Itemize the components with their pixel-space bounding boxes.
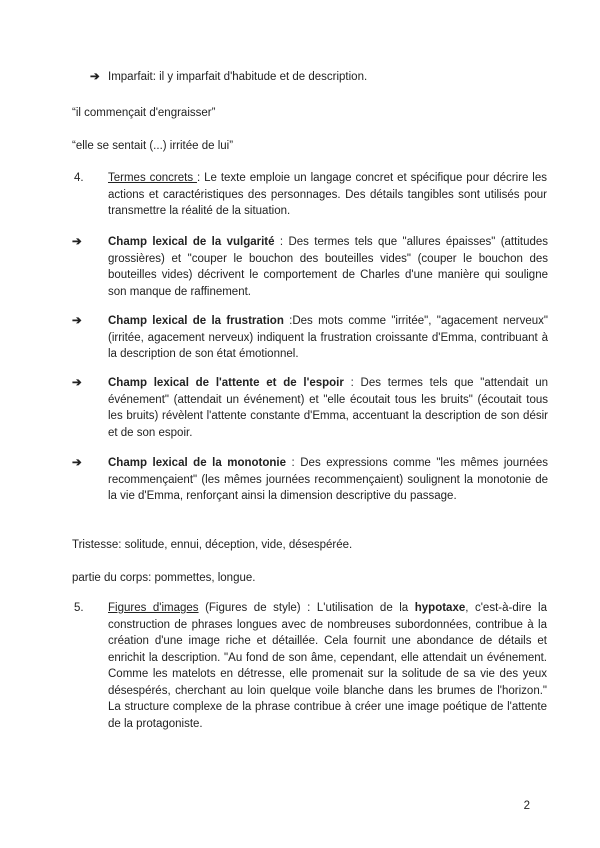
quote-irritee: “elle se sentait (...) irritée de lui”: [72, 140, 234, 152]
corps-line: partie du corps: pommettes, longue.: [72, 572, 256, 584]
lexical-field-vulgarite: [72, 234, 549, 300]
imparfait-line: [90, 69, 530, 86]
section-4-title: Termes concrets: [108, 172, 198, 184]
lexical-field-attente: [72, 375, 548, 441]
section-5-number: 5.: [74, 602, 84, 614]
section-5-text: , c'est-à-dire la construction de phrases longues avec de nombreuses subordonnées, contribue à la création d'une image riche et détaillée. Cela fournit une abondance de détails et enrichit la description. "Au fond de son âme, cependant, elle attendait un événement. Comme les matelots en détresse, elle promenait sur la solitude de sa vie des yeux désespérés, cherchant au loin quelque voile blanche dans les brumes de l'horizon." La structure complexe de la phrase contribue à créer une image poétique de l'attente de la protagoniste.: [108, 602, 547, 730]
section-5-bold: hypotaxe: [414, 602, 466, 614]
section-4-number: 4.: [74, 172, 84, 184]
section-5: [74, 600, 547, 732]
section-4-text: : Le texte emploie un langage concret et spécifique pour décrire les actions et caractéristiques des personnages. Des détails tangibles sont utilisés pour transmettre la réalité de la situation.: [108, 172, 548, 217]
lexical-field-frustration: [72, 313, 549, 363]
arrow-icon: ➔: [72, 315, 82, 327]
section-5-title: Figures d'images: [108, 602, 199, 614]
lexical-field-text: : Des expressions comme "les mêmes journées recommençaient" (les mêmes journées recommençaient) soulignent la monotonie de la vie d'Emma, renforçant ainsi la dimension descriptive du passage.: [108, 457, 548, 502]
arrow-icon: ➔: [72, 457, 82, 469]
lexical-field-title: Champ lexical de l'attente et de l'espoir: [108, 377, 344, 389]
section-4: [74, 170, 548, 220]
lexical-field-monotonie: [72, 455, 548, 505]
arrow-icon: ➔: [90, 71, 100, 83]
lexical-field-text: : Des termes tels que "allures épaisses" (attitudes grossières) et "couper le bouchon des bouteilles vides" (couper le bouchon des bouteilles vides) décrivent le comportement de Charles d'une manière qui souligne son manque de raffinement.: [108, 236, 549, 298]
lexical-field-text: :Des mots comme "irritée", "agacement nerveux" (irritée, agacement nerveux) indiquent la frustration croissante d'Emma, contribuant à la description de son état émotionnel.: [108, 315, 549, 360]
lexical-field-title: Champ lexical de la frustration: [108, 315, 284, 327]
arrow-icon: ➔: [72, 236, 82, 248]
page-number: 2: [523, 800, 530, 812]
arrow-icon: ➔: [72, 377, 82, 389]
lexical-field-text: : Des termes tels que "attendait un événement" (attendait un événement) et "elle écoutait tous les bruits" (écoutait tous les bruits) révèlent l'attente constante d'Emma, accentuant la description de son désir et de son espoir.: [108, 377, 548, 439]
tristesse-line: Tristesse: solitude, ennui, déception, vide, désespérée.: [72, 539, 353, 551]
lexical-field-title: Champ lexical de la vulgarité: [108, 236, 275, 248]
section-5-pre: (Figures de style) : L'utilisation de la: [198, 602, 415, 614]
lexical-field-title: Champ lexical de la monotonie: [108, 457, 287, 469]
imparfait-text: Imparfait: il y imparfait d'habitude et de description.: [108, 71, 368, 83]
quote-engraisser: “il commençait d'engraisser”: [72, 107, 216, 119]
